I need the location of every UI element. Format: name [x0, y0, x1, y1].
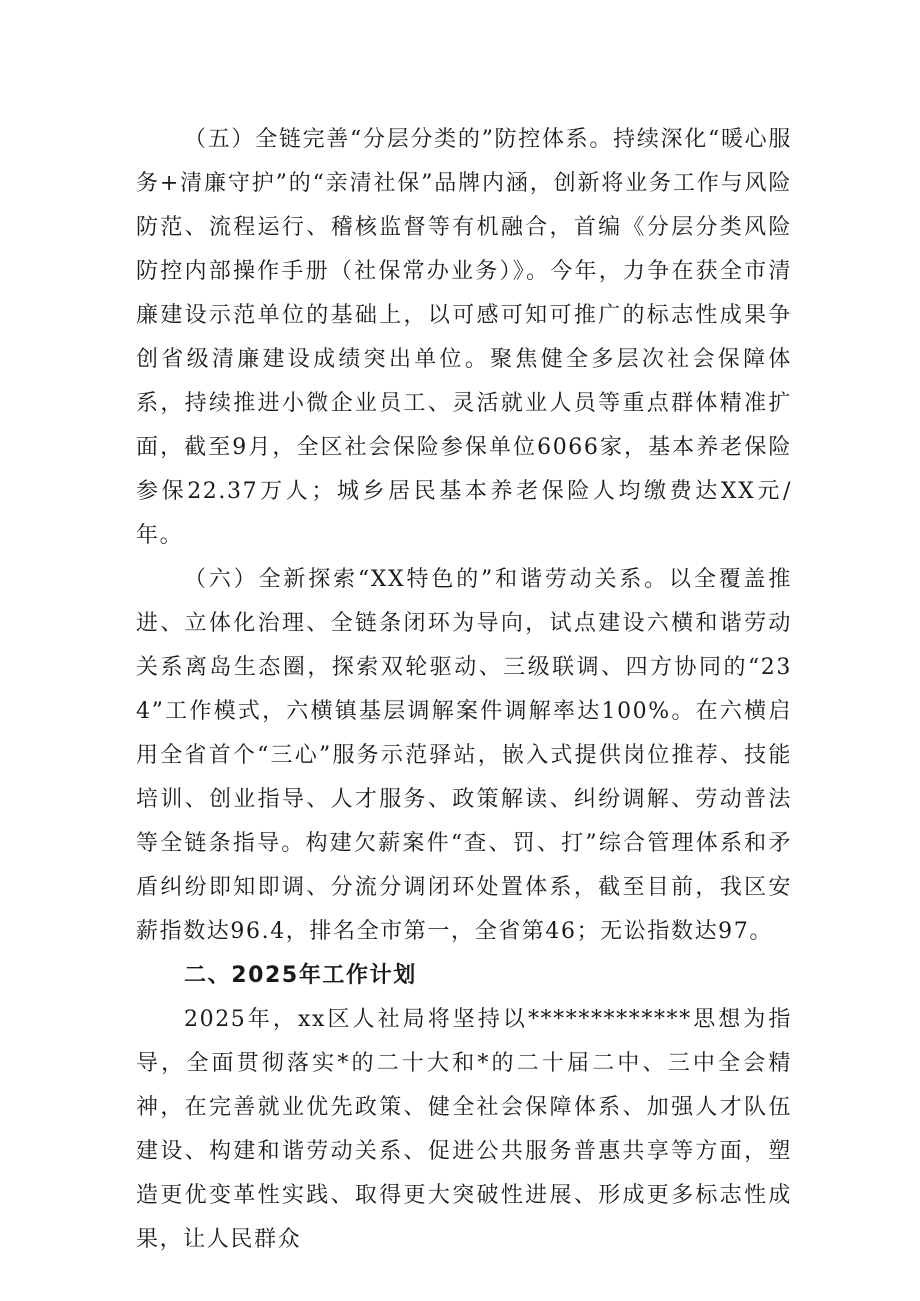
- paragraph-section-5: （五）全链完善“分层分类的”防控体系。持续深化“暖心服务+清廉守护”的“亲清社保”品牌内涵，创新将业务工作与风险防范、流程运行、稽核监督等有机融合，首编《分层分类风险防控内部操作手册（社保常办业务）》。今年，力争在获全市清廉建设示范单位的基础上，以可感可知可推广的标志性成果争创省级清廉建设成绩突出单位。聚焦健全多层次社会保障体系，持续推进小微企业员工、灵活就业人员等重点群体精准扩面，截至9月，全区社会保险参保单位6066家，基本养老保险参保22.37万人；城乡居民基本养老保险人均缴费达XX元/年。: [136, 127, 792, 548]
- section-heading: 二、2025年工作计划: [184, 963, 417, 988]
- paragraph-plan: 2025年，xx区人社局将坚持以*************思想为指导，全面贯彻落实*的二十大和*的二十届二中、三中全会精神，在完善就业优先政策、健全社会保障体系、加强人才队伍建设、构建和谐劳动关系、促进公共服务普惠共享等方面，塑造更优变革性实践、取得更大突破性进展、形成更多标志性成果，让人民群众: [136, 1007, 792, 1252]
- paragraph-section-6: （六）全新探索“XX特色的”和谐劳动关系。以全覆盖推进、立体化治理、全链条闭环为导向，试点建设六横和谐劳动关系离岛生态圈，探索双轮驱动、三级联调、四方协同的“234”工作模式，六横镇基层调解案件调解率达100%。在六横启用全省首个“三心”服务示范驿站，嵌入式提供岗位推荐、技能培训、创业指导、人才服务、政策解读、纠纷调解、劳动普法等全链条指导。构建欠薪案件“查、罚、打”综合管理体系和矛盾纠纷即知即调、分流分调闭环处置体系，截至目前，我区安薪指数达96.4，排名全市第一，全省第46；无讼指数达97。: [136, 567, 792, 944]
- document-page: [136, 118, 792, 1262]
